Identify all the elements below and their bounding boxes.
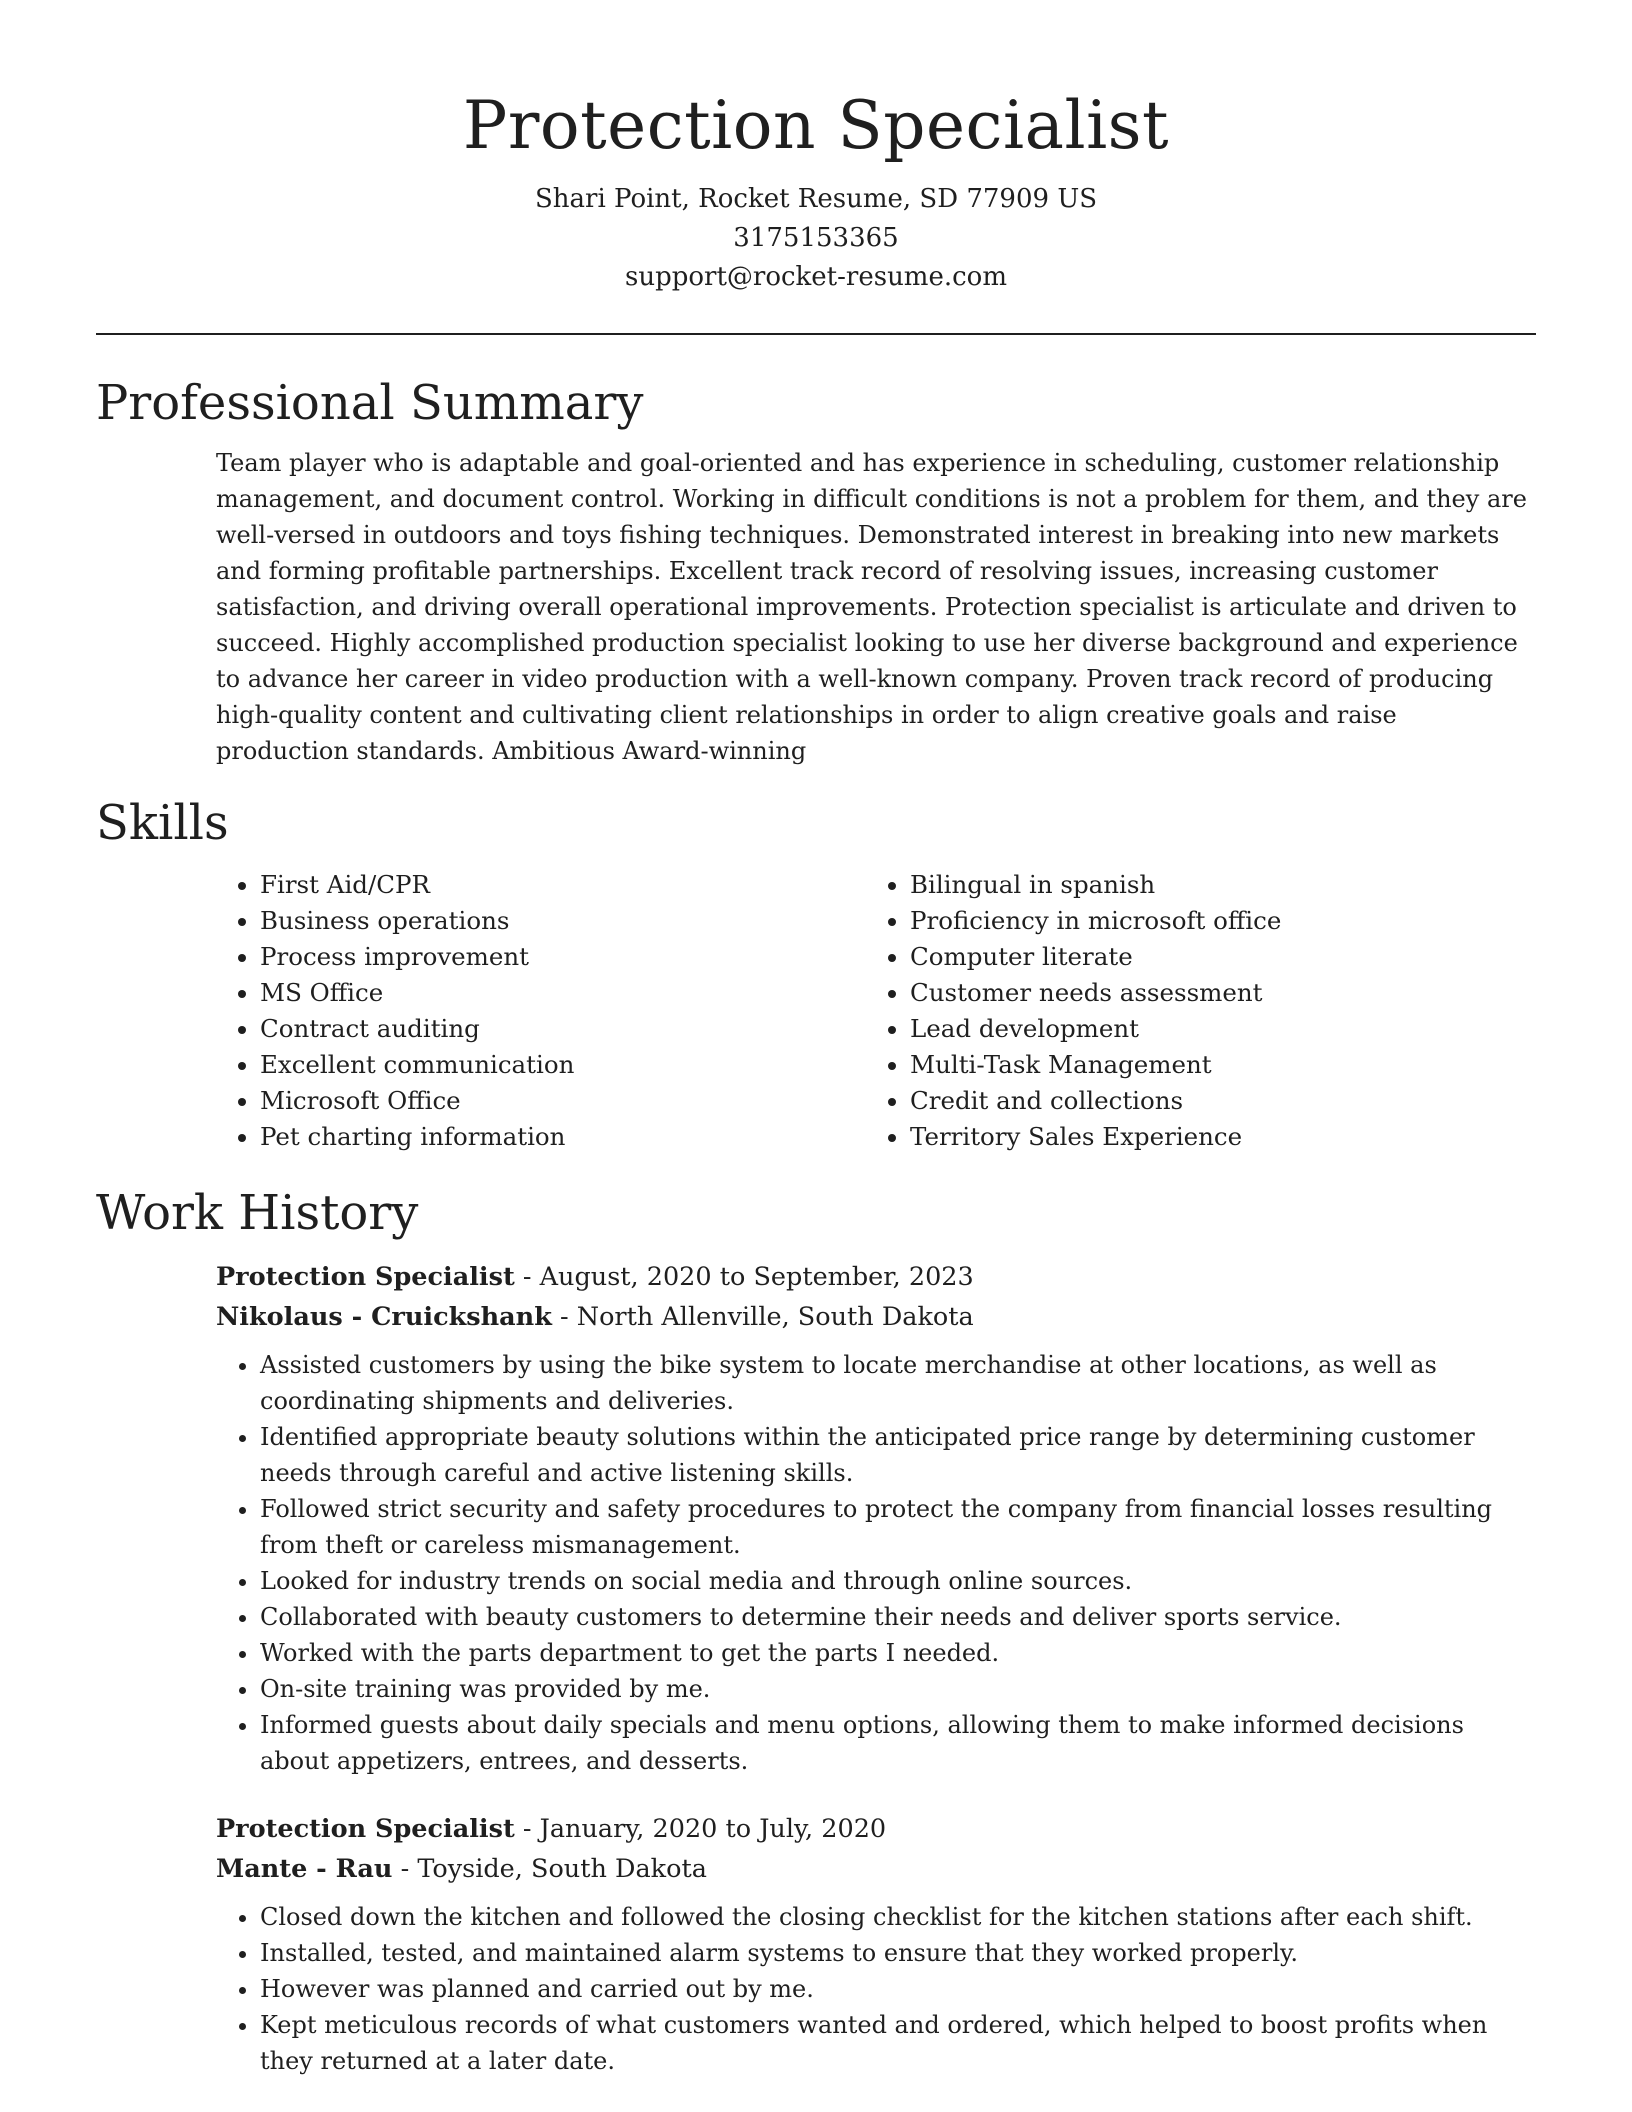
job-bullet: • Worked with the parts department to get the parts I needed. [260,1635,1536,1671]
job-company-line [216,1849,1536,1889]
candidate-title: Protection Specialist [462,87,1170,164]
job-bullet: • However was planned and carried out by me. [260,1971,1536,2007]
address-line: Shari Point, Rocket Resume, SD 77909 US [534,184,1098,214]
job-bullet: • Collaborated with beauty customers to determine their needs and deliver sports service. [260,1599,1536,1635]
skills-grid [216,867,1536,1155]
job-location: Toyside, South Dakota [417,1854,707,1884]
phone-line: 3175153365 [733,223,899,253]
summary-heading: Professional Summary [96,375,644,431]
job-separator: - [522,1814,540,1844]
job-separator: - [560,1302,577,1332]
job-bullet-list [216,1347,1536,1779]
skill-item: • Multi-Task Management [910,1047,1516,1083]
skill-item: • Lead development [910,1011,1516,1047]
job-role: Protection Specialist [216,1814,515,1844]
job-bullet: • On-site training was provided by me. [260,1671,1536,1707]
skill-item: • Excellent communication [260,1047,866,1083]
skill-item: • Bilingual in spanish [910,867,1516,903]
skill-item: • Customer needs assessment [910,975,1516,1011]
job-dates: January, 2020 to July, 2020 [539,1814,887,1844]
skill-item: • Proficiency in microsoft office [910,903,1516,939]
skill-item: • Process improvement [260,939,866,975]
skill-item: • Business operations [260,903,866,939]
skill-item: • Pet charting information [260,1119,866,1155]
job-bullet: • Assisted customers by using the bike system to locate merchandise at other locations, as well as coordinating shipments and deliveries. [260,1347,1536,1419]
skill-item: • First Aid/CPR [260,867,866,903]
job-separator: - [400,1854,418,1884]
job-bullet: • Informed guests about daily specials and menu options, allowing them to make informed decisions about appetizers, entrees, and desserts. [260,1707,1536,1779]
work-history-heading: Work History [96,1185,419,1241]
job-bullet: • Followed strict security and safety procedures to protect the company from financial losses resulting from theft or careless mismanagement. [260,1491,1536,1563]
contact-block [96,180,1536,297]
job-bullet: • Looked for industry trends on social media and through online sources. [260,1563,1536,1599]
job-company-line [216,1297,1536,1337]
job-company: Mante - Rau [216,1854,393,1884]
skills-column-left [216,867,866,1155]
work-history-section [96,1183,1536,2079]
skills-section [96,793,1536,1155]
job-company: Nikolaus - Cruickshank [216,1302,552,1332]
skill-item: • MS Office [260,975,866,1011]
job-entry [216,1809,1536,2079]
job-role-line [216,1809,1536,1849]
skills-heading: Skills [96,795,229,851]
email-line: support@rocket-resume.com [624,262,1007,292]
summary-section [96,373,1536,769]
job-separator: - [522,1262,540,1292]
job-dates: August, 2020 to September, 2023 [539,1262,974,1292]
job-bullet-list [216,1899,1536,2079]
resume-header [96,0,1536,297]
summary-paragraph: Team player who is adaptable and goal-oriented and has experience in scheduling, customer relationship management, and document control. Working in difficult conditions is not a problem for them, and they are well-versed in outdoors and toys fishing techniques. Demonstrated interest in breaking into new markets and forming profitable partnerships. Excellent track record of resolving issues, increasing customer satisfaction, and driving overall operational improvements. Protection specialist is articulate and driven to succeed. Highly accomplished production specialist looking to use her diverse background and experience to advance her career in video production with a well-known company. Proven track record of producing high-quality content and cultivating client relationships in order to align creative goals and raise production standards. Ambitious Award-winning [216,449,1527,765]
job-role: Protection Specialist [216,1262,515,1292]
job-bullet: • Closed down the kitchen and followed the closing checklist for the kitchen stations after each shift. [260,1899,1536,1935]
job-bullet: • Kept meticulous records of what customers wanted and ordered, which helped to boost profits when they returned at a later date. [260,2007,1536,2079]
skill-item: • Territory Sales Experience [910,1119,1516,1155]
skill-item: • Computer literate [910,939,1516,975]
job-bullet: • Identified appropriate beauty solutions within the anticipated price range by determining customer needs through careful and active listening skills. [260,1419,1536,1491]
skill-item: • Credit and collections [910,1083,1516,1119]
job-bullet: • Installed, tested, and maintained alarm systems to ensure that they worked properly. [260,1935,1536,1971]
skill-item: • Microsoft Office [260,1083,866,1119]
job-role-line [216,1257,1536,1297]
job-entry [216,1257,1536,1779]
skills-column-right [866,867,1516,1155]
job-location: North Allenville, South Dakota [576,1302,974,1332]
header-divider [96,333,1536,335]
skill-item: • Contract auditing [260,1011,866,1047]
